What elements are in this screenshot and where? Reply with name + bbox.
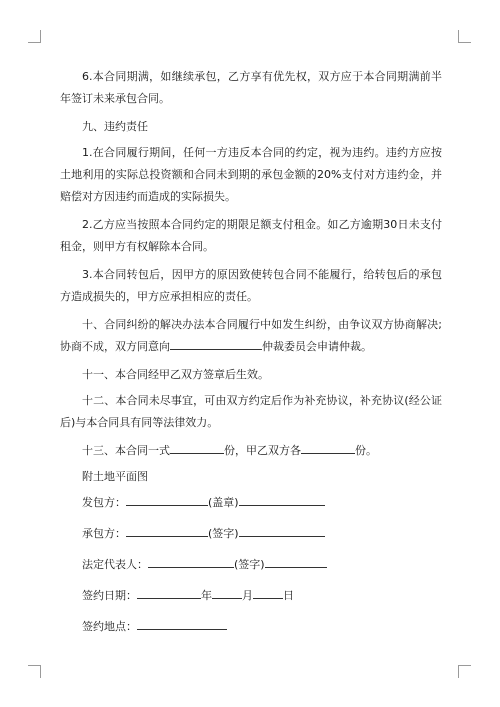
contractor-label: 承包方： [82,527,126,540]
date-day-unit: 日 [283,589,294,602]
copies-text-1: 十三、本合同一式 [82,444,170,457]
crop-mark-bottom-right [458,665,471,678]
place-blank[interactable] [137,616,227,630]
contractor-blank[interactable] [126,523,208,537]
legal-rep-label: 法定代表人： [82,558,148,571]
clause-breach-1: 1.在合同履行期间，任何一方违反本合同的约定，视为违约。违约方应按土地利用的实际总投资额和合同未到期的承包金额的20%支付对方违约金，并赔偿对方因违约而造成的实际损失。 [60,146,442,203]
date-month-blank[interactable] [212,585,242,599]
date-year-blank[interactable] [137,585,201,599]
copies-total-blank[interactable] [170,440,224,454]
section-heading-breach: 九、违约责任 [82,120,148,133]
copies-text-3: 份。 [355,444,377,457]
legal-rep-blank[interactable] [148,554,234,568]
issuer-seal-mark: (盖章) [208,496,239,509]
signature-contractor [60,523,442,545]
date-day-blank[interactable] [253,585,283,599]
issuer-seal-blank[interactable] [239,492,325,506]
contractor-sign-blank[interactable] [239,523,325,537]
contractor-sign-mark: (签字) [208,527,239,540]
place-label: 签约地点： [82,620,137,633]
attachment-note: 附土地平面图 [82,470,148,483]
crop-mark-bottom-left [28,665,41,678]
crop-mark-top-left [28,30,41,43]
clause-renewal: 6.本合同期满，如继续承包，乙方享有优先权，双方应于本合同期满前半年签订未来承包合同。 [60,70,442,105]
clause-dispute [60,314,442,358]
copies-each-blank[interactable] [301,440,355,454]
clause-copies [60,440,442,462]
crop-mark-top-right [458,30,471,43]
arbitration-blank[interactable] [170,336,262,350]
clause-dispute-text: 十、合同纠纷的解决办法本合同履行中如发生纠纷，由争议双方协商解决;协商不成，双方同意向 [60,318,442,353]
clause-breach-2: 2.乙方应当按照本合同约定的期限足额支付租金。如乙方逾期30日未支付租金，则甲方有权解除本合同。 [60,218,442,253]
clause-dispute-end: 仲裁委员会申请仲裁。 [262,340,372,353]
date-month-unit: 月 [242,589,253,602]
legal-rep-sign-blank[interactable] [265,554,327,568]
document-body [60,66,442,647]
date-label: 签约日期： [82,589,137,602]
signature-place [60,616,442,638]
issuer-label: 发包方： [82,496,126,509]
legal-rep-sign-mark: (签字) [234,558,265,571]
issuer-blank[interactable] [126,492,208,506]
clause-effect: 十一、本合同经甲乙双方签章后生效。 [82,368,269,381]
copies-text-2: 份，甲乙双方各 [224,444,301,457]
signature-legal-rep [60,554,442,576]
signature-issuer [60,492,442,514]
date-year-unit: 年 [201,589,212,602]
clause-supplement: 十二、本合同未尽事宜，可由双方约定后作为补充协议，补充协议(经公证后)与本合同具有同等法律效力。 [60,394,442,429]
clause-breach-3: 3.本合同转包后，因甲方的原因致使转包合同不能履行，给转包后的承包方造成损失的，甲方应承担相应的责任。 [60,268,442,303]
signature-date [60,585,442,607]
